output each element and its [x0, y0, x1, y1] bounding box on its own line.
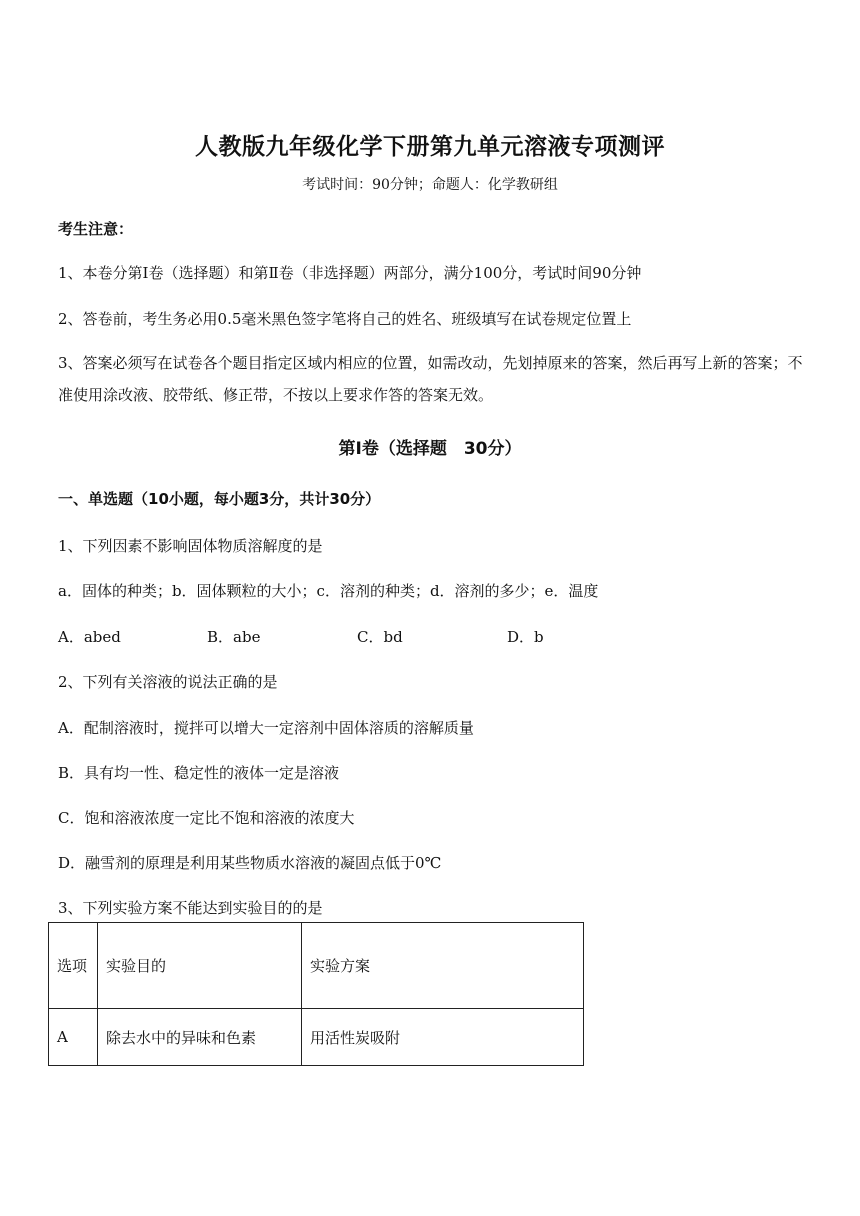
section-title: 第Ⅰ卷（选择题 30分） [338, 439, 522, 459]
exam-info: 考试时间：90分钟；命题人：化学教研组 [302, 177, 558, 193]
option-a: A．配制溶液时，搅拌可以增大一定溶剂中固体溶质的溶解质量 [58, 719, 474, 737]
option-c: C．bd [357, 628, 403, 646]
table-header-cell: 实验目的 [98, 923, 302, 1009]
notice-item: 3、答案必须写在试卷各个题目指定区域内相应的位置，如需改动，先划掉原来的答案，然后再写上新的答案；不准使用涂改液、胶带纸、修正带，不按以上要求作答的答案无效。 [58, 354, 803, 404]
table-header-cell: 实验方案 [302, 923, 584, 1009]
part-heading: 一、单选题（10小题，每小题3分，共计30分） [58, 490, 381, 508]
question-subtext: a．固体的种类；b．固体颗粒的大小；c．溶剂的种类；d．溶剂的多少；e．温度 [58, 582, 599, 600]
table-header-row [49, 923, 584, 1009]
table-header-cell: 选项 [49, 923, 98, 1009]
option-b: B．abe [207, 628, 261, 646]
question-stem: 1、下列因素不影响固体物质溶解度的是 [58, 537, 323, 555]
option-c: C．饱和溶液浓度一定比不饱和溶液的浓度大 [58, 809, 355, 827]
option-a: A．abed [58, 628, 121, 646]
notice-item: 2、答卷前，考生务必用0.5毫米黑色签字笔将自己的姓名、班级填写在试卷规定位置上 [58, 310, 632, 328]
experiment-table [48, 922, 584, 1066]
question-stem: 2、下列有关溶液的说法正确的是 [58, 673, 278, 691]
notice-item: 1、本卷分第Ⅰ卷（选择题）和第Ⅱ卷（非选择题）两部分，满分100分，考试时间90分钟 [58, 264, 642, 282]
document-title: 人教版九年级化学下册第九单元溶液专项测评 [195, 134, 665, 160]
option-b: B．具有均一性、稳定性的液体一定是溶液 [58, 764, 340, 782]
notice-heading: 考生注意： [58, 220, 134, 238]
table-cell: 除去水中的异味和色素 [98, 1009, 302, 1066]
table-cell: A [49, 1009, 98, 1066]
option-d: D．融雪剂的原理是利用某些物质水溶液的凝固点低于0℃ [58, 854, 442, 872]
option-d: D．b [507, 628, 544, 646]
table-row [49, 1009, 584, 1066]
question-stem: 3、下列实验方案不能达到实验目的的是 [58, 899, 323, 917]
table-cell: 用活性炭吸附 [302, 1009, 584, 1066]
